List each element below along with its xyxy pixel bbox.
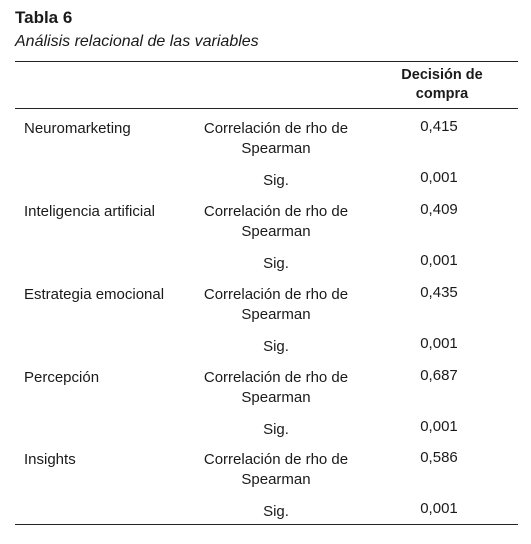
bottom-rule: [15, 524, 518, 525]
statistic-label: Correlación de rho de Spearman: [203, 286, 349, 323]
significance-value: 0,001: [420, 169, 458, 186]
correlation-value: 0,586: [420, 449, 458, 466]
correlation-value: 0,415: [420, 118, 458, 135]
table-row: [0, 193, 531, 276]
table-subtitle: Análisis relacional de las variables: [15, 33, 259, 50]
table-title: Tabla 6: [15, 8, 73, 27]
variable-name: Estrategia emocional: [24, 286, 165, 303]
table-row: [0, 359, 531, 442]
correlation-value: 0,435: [420, 284, 458, 301]
significance-value: 0,001: [420, 500, 458, 517]
significance-value: 0,001: [420, 252, 458, 269]
statistic-label: Correlación de rho de Spearman: [203, 451, 349, 488]
significance-value: 0,001: [420, 418, 458, 435]
variable-name: Percepción: [24, 369, 100, 386]
top-rule: [15, 61, 518, 62]
statistic-label: Correlación de rho de Spearman: [203, 120, 349, 157]
variable-name: Insights: [24, 451, 76, 468]
table-row: [0, 110, 531, 193]
significance-label: Sig.: [263, 421, 289, 438]
variable-name: Neuromarketing: [24, 120, 131, 137]
significance-label: Sig.: [263, 255, 289, 272]
statistic-label: Correlación de rho de Spearman: [203, 203, 349, 240]
table-row: [0, 441, 531, 524]
significance-label: Sig.: [263, 172, 289, 189]
variable-name: Inteligencia artificial: [24, 203, 155, 220]
significance-label: Sig.: [263, 338, 289, 355]
statistic-label: Correlación de rho de Spearman: [203, 369, 349, 406]
column-header: Decisión de compra: [401, 67, 483, 102]
significance-value: 0,001: [420, 335, 458, 352]
significance-label: Sig.: [263, 503, 289, 520]
table-row: [0, 276, 531, 359]
correlation-value: 0,687: [420, 367, 458, 384]
correlation-value: 0,409: [420, 201, 458, 218]
header-rule: [15, 108, 518, 109]
